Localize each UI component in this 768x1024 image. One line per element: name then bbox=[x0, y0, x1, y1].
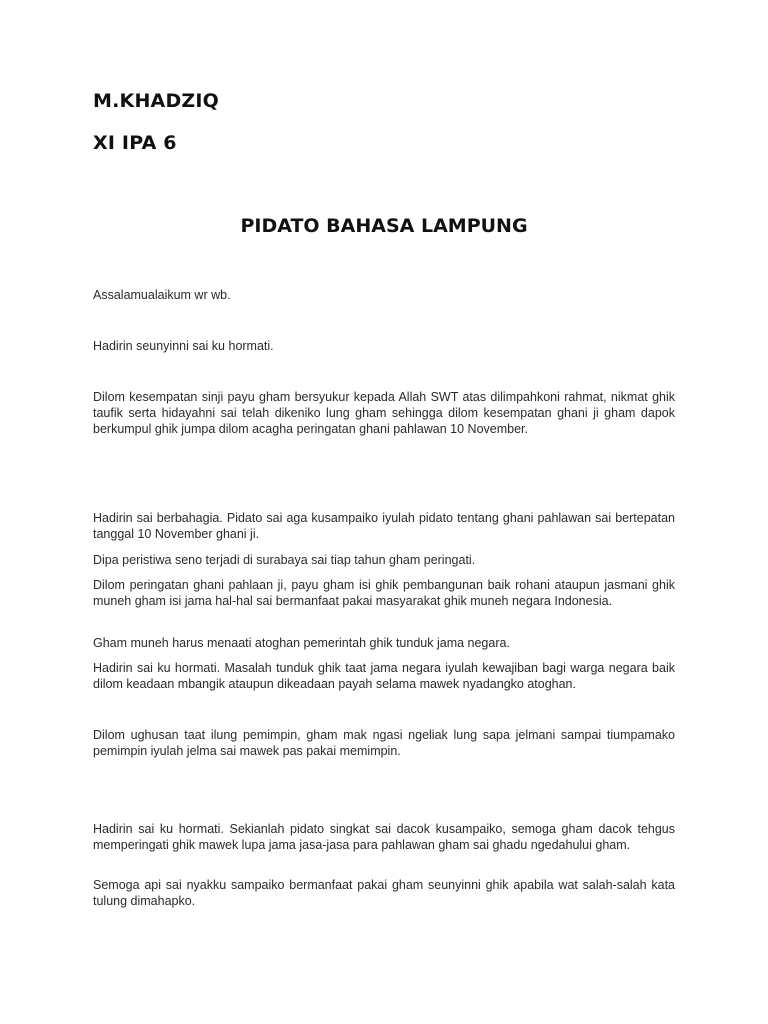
paragraph-obedience: Gham muneh harus menaati atoghan pemerintah ghik tunduk jama negara. bbox=[93, 636, 510, 650]
paragraph-topic: Hadirin sai berbahagia. Pidato sai aga kusampaiko iyulah pidato tentang ghani pahlawan sai bertepatan tanggal 10 November ghani ji. bbox=[93, 511, 675, 541]
paragraph-event: Dipa peristiwa seno terjadi di surabaya sai tiap tahun gham peringati. bbox=[93, 553, 476, 567]
paragraph-commemoration: Dilom peringatan ghani pahlaan ji, payu gham isi ghik pembangunan baik rohani ataupun jasmani ghik muneh gham isi jama hal-hal sai bermanfaat pakai masyarakat ghik muneh negara Indonesia. bbox=[93, 578, 675, 608]
author-name: M.KHADZIQ bbox=[93, 90, 220, 112]
author-class: XI IPA 6 bbox=[93, 132, 177, 154]
paragraph-closing: Hadirin sai ku hormati. Sekianlah pidato singkat sai dacok kusampaiko, semoga gham dacok tehgus memperingati ghik mawek lupa jama jasa-jasa para pahlawan gham sai ghadu ngedahului gham. bbox=[93, 822, 675, 852]
paragraph-farewell: Semoga api sai nyakku sampaiko bermanfaat pakai gham seunyinni ghik apabila wat salah-salah kata tulung dimahapko. bbox=[93, 878, 675, 908]
paragraph-greeting: Assalamualaikum wr wb. bbox=[93, 288, 231, 302]
document-title: PIDATO BAHASA LAMPUNG bbox=[240, 215, 528, 237]
paragraph-duty: Hadirin sai ku hormati. Masalah tunduk ghik taat jama negara iyulah kewajiban bagi warga negara baik dilom keadaan mbangik ataupun dikeadaan payah selama mawek nyadangko atoghan. bbox=[93, 661, 675, 691]
paragraph-audience: Hadirin seunyinni sai ku hormati. bbox=[93, 339, 274, 353]
paragraph-opening: Dilom kesempatan sinji payu gham bersyukur kepada Allah SWT atas dilimpahkoni rahmat, nikmat ghik taufik serta hidayahni sai telah dikeniko lung gham sehingga dilom kesempatan ghani ji gham dapok berkumpul ghik jumpa dilom acagha peringatan ghani pahlawan 10 November. bbox=[93, 390, 675, 436]
paragraph-leadership: Dilom ughusan taat ilung pemimpin, gham mak ngasi ngeliak lung sapa jelmani sampai tiumpamako pemimpin iyulah jelma sai mawek pas pakai memimpin. bbox=[93, 728, 675, 758]
